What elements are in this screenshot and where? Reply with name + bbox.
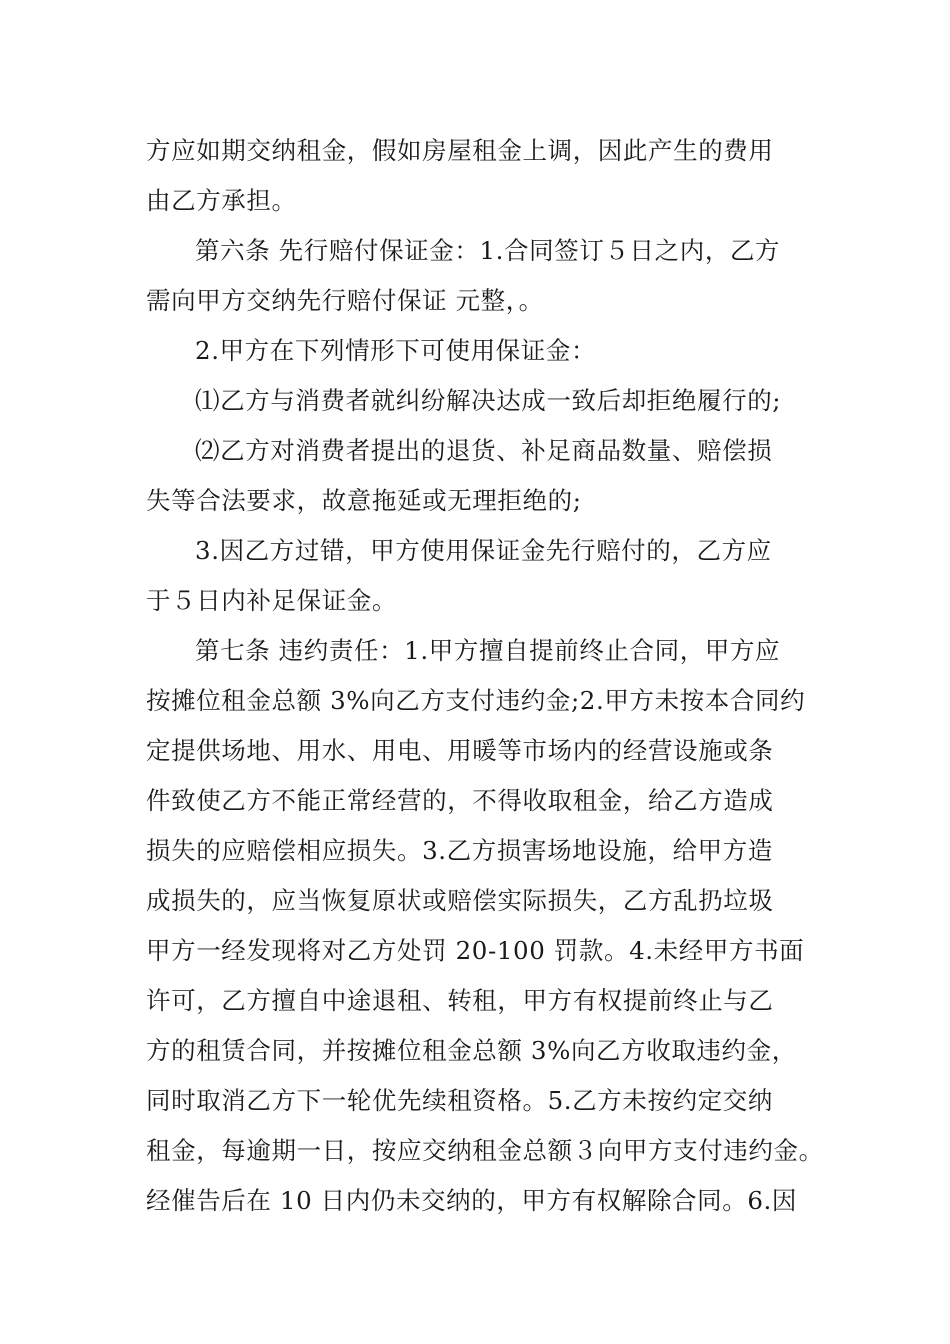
text-line-14: 件致使乙方不能正常经营的，不得收取租金，给乙方造成 [146, 786, 774, 815]
text-line-2: 由乙方承担。 [146, 186, 297, 215]
text-line-13: 定提供场地、用水、用电、用暖等市场内的经营设施或条 [146, 736, 774, 765]
text-line-16: 成损失的，应当恢复原状或赔偿实际损失，乙方乱扔垃圾 [146, 886, 774, 915]
text-line-8: 失等合法要求，故意拖延或无理拒绝的; [146, 486, 582, 515]
contract-body-text [146, 126, 826, 1226]
text-line-17: 甲方一经发现将对乙方处罚 20-100 罚款。4.未经甲方书面 [146, 936, 805, 965]
text-line-7: ⑵乙方对消费者提出的退货、补足商品数量、赔偿损 [195, 436, 773, 465]
text-line-12: 按摊位租金总额 3%向乙方支付违约金;2.甲方未按本合同约 [146, 686, 806, 715]
text-line-15: 损失的应赔偿相应损失。3.乙方损害场地设施，给甲方造 [146, 836, 773, 865]
text-line-18: 许可，乙方擅自中途退租、转租，甲方有权提前终止与乙 [146, 986, 774, 1015]
text-line-6: ⑴乙方与消费者就纠纷解决达成一致后却拒绝履行的; [195, 386, 782, 415]
text-line-1: 方应如期交纳租金，假如房屋租金上调，因此产生的费用 [146, 136, 774, 165]
text-line-3: 第六条 先行赔付保证金：1.合同签订５日之内，乙方 [195, 236, 781, 265]
text-line-10: 于５日内补足保证金。 [146, 586, 397, 615]
text-line-21: 租金，每逾期一日，按应交纳租金总额３向甲方支付违约金。 [146, 1136, 824, 1165]
text-line-22: 经催告后在 10 日内仍未交纳的，甲方有权解除合同。6.因 [146, 1186, 798, 1215]
text-line-19: 方的租赁合同，并按摊位租金总额 3%向乙方收取违约金， [146, 1036, 797, 1065]
text-line-11: 第七条 违约责任：1.甲方擅自提前终止合同，甲方应 [195, 636, 781, 665]
text-line-5: 2.甲方在下列情形下可使用保证金： [195, 336, 597, 365]
text-line-9: 3.因乙方过错，甲方使用保证金先行赔付的，乙方应 [195, 536, 772, 565]
text-line-4: 需向甲方交纳先行赔付保证 元整，。 [146, 286, 544, 315]
text-line-20: 同时取消乙方下一轮优先续租资格。5.乙方未按约定交纳 [146, 1086, 773, 1115]
